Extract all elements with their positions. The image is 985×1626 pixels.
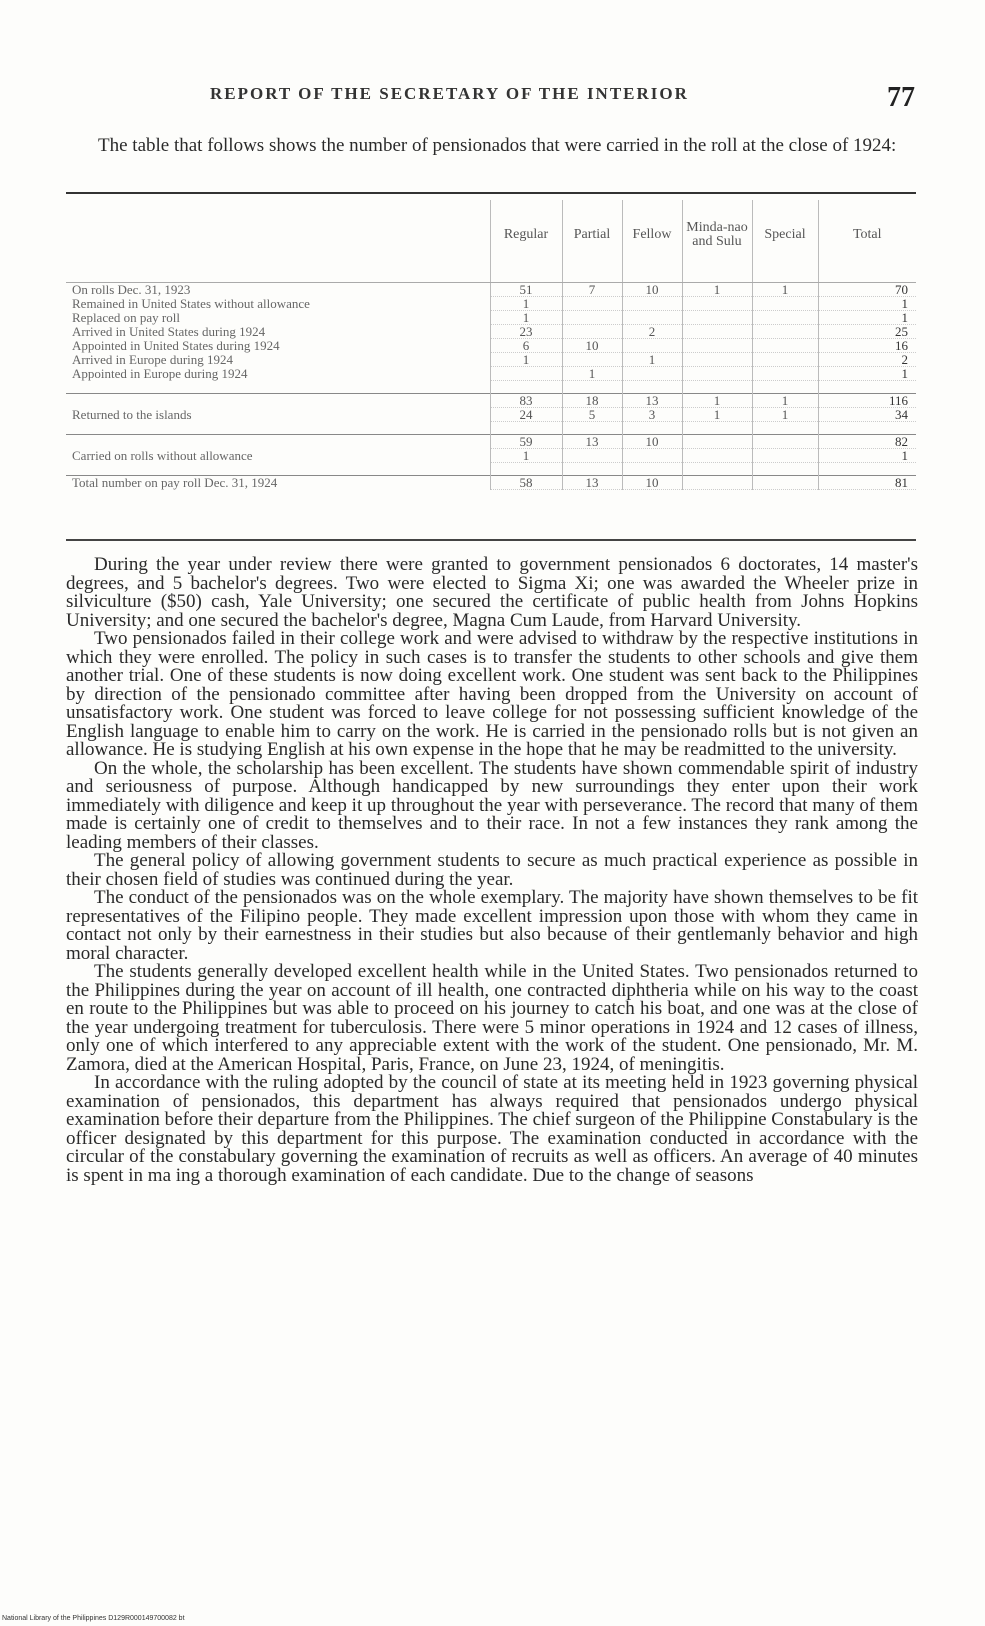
table-cell (752, 311, 818, 325)
table-cell: 1 (490, 353, 562, 367)
table-cell (562, 353, 622, 367)
table-cell: 2 (622, 325, 682, 339)
row-label: Carried on rolls without allowance (72, 448, 253, 463)
col-header-total: Total (818, 200, 916, 270)
table-row-carried (66, 449, 916, 463)
table-gap-row (66, 381, 916, 394)
table-cell (622, 381, 682, 394)
paragraph: During the year under review there were granted to government pensionados 6 doctorates, 14 master's degrees, and 5 bachelor's degrees. Two were elected to Sigma Xi; one was awarded the Wheeler prize in silviculture ($50) cash, Yale University; one secured the certificate of public health from Johns Hopkins University; and one secured the bachelor's degree, Magna Cum Laude, from Harvard University. (66, 554, 918, 631)
table-cell (682, 476, 752, 490)
table-cell (562, 297, 622, 311)
footer-credit: National Library of the Philippines D129R000149700082 bt (2, 1615, 185, 1622)
table-cell: 83 (490, 394, 562, 408)
table-cell (752, 422, 818, 435)
table-cell (752, 463, 818, 476)
table-cell (752, 381, 818, 394)
table-cell (752, 325, 818, 339)
table-cell: 1 (490, 311, 562, 325)
body-text (66, 556, 918, 1185)
table-cell (562, 422, 622, 435)
row-label: Appointed in Europe during 1924 (72, 366, 248, 381)
col-header-mindanao: Minda-nao and Sulu (682, 200, 752, 270)
table-cell (622, 449, 682, 463)
col-header-special: Special (752, 200, 818, 270)
paragraph: Two pensionados failed in their college work and were advised to withdraw by the respective institutions in which they were enrolled. The policy in such cases is to transfer the students to other schools and give them another trial. One of these students is now doing excellent work. One student was sent back to the Philippines by direction of the pensionado committee after having been dropped from the University on account of unsatisfactory work. One student was forced to leave college for not possessing sufficient knowledge of the English language to enable him to carry on the work. He is carried in the pensionado rolls but is not given an allowance. He is studying English at his own expense in the hope that he may be readmitted to the university. (66, 628, 918, 760)
table-gap-row (66, 463, 916, 476)
table-cell (490, 463, 562, 476)
table-cell (682, 311, 752, 325)
table-cell: 1 (682, 283, 752, 297)
table-cell: 1 (682, 408, 752, 422)
table-row (66, 353, 916, 367)
col-header-regular: Regular (490, 200, 562, 270)
table-cell (622, 297, 682, 311)
table-cell (622, 422, 682, 435)
page-number: 77 (887, 82, 915, 113)
table-cell (752, 353, 818, 367)
table-cell (622, 311, 682, 325)
table-cell: 116 (818, 394, 916, 408)
table-cell: 1 (562, 367, 622, 381)
table-top-rule (66, 192, 916, 194)
table-cell (622, 339, 682, 353)
paragraph: On the whole, the scholarship has been excellent. The students have shown commendable spirit of industry and seriousness of purpose. Although handicapped by new surroundings they enter upon their work immediately with diligence and keep it up throughout the year with perseverance. The record that many of them made is certainly one of credit to themselves and to their race. In not a few instances they rank among the leading members of their classes. (66, 757, 918, 853)
table-cell: 13 (622, 394, 682, 408)
row-label: Replaced on pay roll (72, 310, 180, 325)
table-row-returned (66, 408, 916, 422)
table-cell: 1 (752, 408, 818, 422)
table-row (66, 367, 916, 381)
table-header-row (66, 200, 916, 270)
table-cell (682, 297, 752, 311)
table-cell (818, 422, 916, 435)
table-gap-row (66, 422, 916, 435)
table-cell (682, 353, 752, 367)
row-label (66, 381, 490, 394)
table-cell: 1 (490, 297, 562, 311)
table-sum-row (66, 394, 916, 408)
table-cell: 1 (752, 394, 818, 408)
table-cell (682, 422, 752, 435)
table-cell: 1 (490, 449, 562, 463)
table-cell: 5 (562, 408, 622, 422)
table-cell: 1 (752, 283, 818, 297)
table-cell: 1 (818, 297, 916, 311)
table-cell (682, 449, 752, 463)
table-cell (562, 463, 622, 476)
pensionado-table (66, 200, 916, 490)
table-cell: 1 (622, 353, 682, 367)
paragraph: The conduct of the pensionados was on the whole exemplary. The majority have shown themselves to be fit representatives of the Filipino people. They made excellent impression upon those with whom they came in contact not only by their earnestness in their studies but also because of their gentlemanly behavior and high moral character. (66, 887, 918, 964)
table-cell: 13 (562, 476, 622, 490)
table-cell (818, 463, 916, 476)
stub-header (66, 200, 490, 270)
table-cell (562, 449, 622, 463)
table-cell: 51 (490, 283, 562, 297)
table-cell: 1 (818, 367, 916, 381)
table-cell: 1 (682, 394, 752, 408)
table-cell: 10 (562, 339, 622, 353)
table-cell (752, 339, 818, 353)
table-cell: 10 (622, 435, 682, 449)
row-label: Remained in United States without allowance (72, 296, 310, 311)
table-row (66, 297, 916, 311)
table-cell: 59 (490, 435, 562, 449)
table-row (66, 325, 916, 339)
table-cell (562, 325, 622, 339)
table-cell (818, 381, 916, 394)
row-label: Appointed in United States during 1924 (72, 338, 280, 353)
table-cell: 10 (622, 283, 682, 297)
table-cell (682, 381, 752, 394)
table-cell: 81 (818, 476, 916, 490)
table-cell: 13 (562, 435, 622, 449)
table-cell (622, 367, 682, 381)
table-row (66, 311, 916, 325)
table-cell (752, 435, 818, 449)
row-label: Returned to the islands (72, 407, 192, 422)
table-cell: 3 (622, 408, 682, 422)
table-cell (752, 476, 818, 490)
row-label (66, 435, 490, 449)
running-head: REPORT OF THE SECRETARY OF THE INTERIOR (210, 84, 689, 103)
paragraph: The students generally developed excellent health while in the United States. Two pensionados returned to the Philippines during the year on account of ill health, one contracted diphtheria while on his way to the coast en route to the Philippines but was able to proceed on his journey to catch his boat, and one was at the close of the year undergoing treatment for tuberculosis. There were 5 minor operations in 1924 and 12 cases of illness, only one of which interfered to any appreciable extent with the work of the student. One pensionado, Mr. M. Zamora, died at the American Hospital, Paris, France, on June 23, 1924, of meningitis. (66, 961, 918, 1075)
table-cell (682, 435, 752, 449)
table-cell: 6 (490, 339, 562, 353)
table-cell (752, 297, 818, 311)
table-cell (490, 381, 562, 394)
table-cell (682, 367, 752, 381)
table-cell: 16 (818, 339, 916, 353)
table-cell: 25 (818, 325, 916, 339)
table-cell: 1 (818, 449, 916, 463)
table-bottom-rule (66, 539, 916, 541)
col-header-fellow: Fellow (622, 200, 682, 270)
table-cell (682, 463, 752, 476)
table-cell: 10 (622, 476, 682, 490)
row-label: Total number on pay roll Dec. 31, 1924 (66, 476, 490, 490)
table-cell: 82 (818, 435, 916, 449)
table-cell (562, 311, 622, 325)
table-row (66, 339, 916, 353)
table-cell (622, 463, 682, 476)
paragraph: In accordance with the ruling adopted by the council of state at its meeting held in 1923 governing physical examination of pensionados, this department has always required that pensionados undergo physical examination before their departure from the Philippines. The chief surgeon of the Philippine Constabulary is the officer designated by this department for this purpose. The examination conducted in accordance with the circular of the constabulary governing the examination of recruits as well as officers. An average of 40 minutes is spent in ma ing a thorough examination of each candidate. Due to the change of seasons (66, 1072, 918, 1186)
table-cell: 23 (490, 325, 562, 339)
table-cell: 24 (490, 408, 562, 422)
table-cell: 2 (818, 353, 916, 367)
row-label: Arrived in United States during 1924 (72, 324, 266, 339)
paragraph: The general policy of allowing government students to secure as much practical experience as possible in their chosen field of studies was continued during the year. (66, 850, 918, 890)
intro-paragraph: The table that follows shows the number of pensionados that were carried in the roll at the close of 1924: (98, 135, 897, 156)
col-header-partial: Partial (562, 200, 622, 270)
table-cell (562, 381, 622, 394)
table-cell: 1 (818, 311, 916, 325)
table-cell (752, 367, 818, 381)
table-cell: 58 (490, 476, 562, 490)
row-label (66, 463, 490, 476)
row-label (66, 422, 490, 435)
table-cell: 18 (562, 394, 622, 408)
table-cell: 70 (818, 283, 916, 297)
table-cell: 7 (562, 283, 622, 297)
table-cell (682, 325, 752, 339)
table-cell (682, 339, 752, 353)
row-label: On rolls Dec. 31, 1923 (72, 282, 191, 298)
table-cell (752, 449, 818, 463)
table-row (66, 283, 916, 297)
row-label: Arrived in Europe during 1924 (72, 352, 234, 367)
table-cell (490, 422, 562, 435)
row-label (66, 394, 490, 408)
table-cell (490, 367, 562, 381)
table-subtotal-row (66, 435, 916, 449)
table-total-row (66, 476, 916, 490)
table-cell: 34 (818, 408, 916, 422)
